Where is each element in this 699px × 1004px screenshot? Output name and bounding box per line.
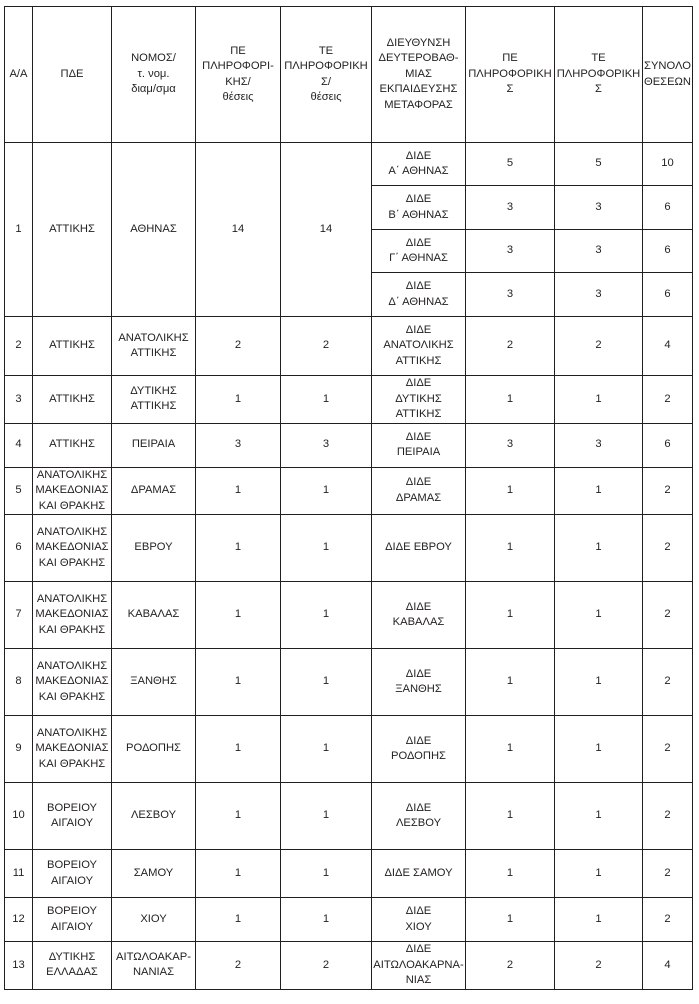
cell-pe: 3 xyxy=(466,423,555,467)
cell-pe: 1 xyxy=(466,783,555,850)
cell-dde: ΔΙΔΕ ΑΝΑΤΟΛΙΚΗΣ ΑΤΤΙΚΗΣ xyxy=(372,317,466,376)
cell-te-theseis: 1 xyxy=(281,850,372,898)
header-total: ΣΥΝΟΛΟ ΘΕΣΕΩΝ xyxy=(643,7,693,143)
cell-total: 2 xyxy=(643,850,693,898)
cell-te: 5 xyxy=(555,143,643,186)
cell-pe: 1 xyxy=(466,898,555,942)
table-row xyxy=(5,850,693,898)
table-row xyxy=(5,143,693,186)
cell-pe: 5 xyxy=(466,143,555,186)
cell-te-theseis: 1 xyxy=(281,716,372,783)
cell-dde: ΔΙΔΕ ΡΟΔΟΠΗΣ xyxy=(372,716,466,783)
cell-nomos: ΚΑΒΑΛΑΣ xyxy=(112,582,196,649)
header-nomos: ΝΟΜΟΣ/ τ. νομ. διαμ/σμα xyxy=(112,7,196,143)
positions-table xyxy=(4,6,693,990)
cell-aa: 1 xyxy=(5,143,33,317)
cell-total: 2 xyxy=(643,515,693,582)
cell-te-theseis: 1 xyxy=(281,515,372,582)
cell-te-theseis: 1 xyxy=(281,783,372,850)
cell-aa: 9 xyxy=(5,716,33,783)
cell-pe: 1 xyxy=(466,467,555,515)
cell-te: 1 xyxy=(555,582,643,649)
cell-total: 2 xyxy=(643,376,693,424)
header-te: ΤΕ ΠΛΗΡΟΦΟΡΙΚΗΣ xyxy=(555,7,643,143)
table-row xyxy=(5,317,693,376)
cell-dde: ΔΙΔΕ ΧΙΟΥ xyxy=(372,898,466,942)
cell-pde: ΑΝΑΤΟΛΙΚΗΣ ΜΑΚΕΔΟΝΙΑΣ ΚΑΙ ΘΡΑΚΗΣ xyxy=(33,515,112,582)
cell-aa: 2 xyxy=(5,317,33,376)
cell-te: 3 xyxy=(555,273,643,317)
table-row xyxy=(5,649,693,716)
cell-pde: ΒΟΡΕΙΟΥ ΑΙΓΑΙΟΥ xyxy=(33,850,112,898)
cell-te: 1 xyxy=(555,716,643,783)
cell-pe: 1 xyxy=(466,376,555,424)
cell-te: 3 xyxy=(555,423,643,467)
table-row xyxy=(5,376,693,424)
cell-te-theseis: 1 xyxy=(281,376,372,424)
cell-nomos: ΠΕΙΡΑΙΑ xyxy=(112,423,196,467)
cell-nomos: ΞΑΝΘΗΣ xyxy=(112,649,196,716)
cell-te: 3 xyxy=(555,230,643,273)
cell-pe-theseis: 1 xyxy=(196,376,281,424)
cell-pe-theseis: 3 xyxy=(196,423,281,467)
cell-nomos: ΡΟΔΟΠΗΣ xyxy=(112,716,196,783)
cell-aa: 7 xyxy=(5,582,33,649)
cell-total: 2 xyxy=(643,467,693,515)
cell-te-theseis: 3 xyxy=(281,423,372,467)
table-row xyxy=(5,942,693,990)
cell-te: 2 xyxy=(555,317,643,376)
table-row xyxy=(5,716,693,783)
cell-aa: 4 xyxy=(5,423,33,467)
cell-dde: ΔΙΔΕ ΔΡΑΜΑΣ xyxy=(372,467,466,515)
cell-te-theseis: 1 xyxy=(281,467,372,515)
cell-total: 2 xyxy=(643,783,693,850)
cell-te: 1 xyxy=(555,376,643,424)
table-row xyxy=(5,783,693,850)
cell-pde: ΒΟΡΕΙΟΥ ΑΙΓΑΙΟΥ xyxy=(33,783,112,850)
cell-nomos: ΑΘΗΝΑΣ xyxy=(112,143,196,317)
table-row xyxy=(5,898,693,942)
cell-pde: ΑΤΤΙΚΗΣ xyxy=(33,376,112,424)
cell-dde: ΔΙΔΕ ΠΕΙΡΑΙΑ xyxy=(372,423,466,467)
cell-te: 1 xyxy=(555,649,643,716)
cell-te-theseis: 2 xyxy=(281,317,372,376)
cell-pde: ΑΝΑΤΟΛΙΚΗΣ ΜΑΚΕΔΟΝΙΑΣ ΚΑΙ ΘΡΑΚΗΣ xyxy=(33,467,112,515)
cell-nomos: ΛΕΣΒΟΥ xyxy=(112,783,196,850)
cell-pe: 1 xyxy=(466,850,555,898)
cell-pe-theseis: 1 xyxy=(196,649,281,716)
cell-dde: ΔΙΔΕ Γ΄ ΑΘΗΝΑΣ xyxy=(372,230,466,273)
cell-pe-theseis: 1 xyxy=(196,467,281,515)
cell-te: 3 xyxy=(555,186,643,230)
cell-pe-theseis: 2 xyxy=(196,942,281,990)
cell-pe: 2 xyxy=(466,942,555,990)
cell-te: 1 xyxy=(555,467,643,515)
header-pde: ΠΔΕ xyxy=(33,7,112,143)
cell-pde: ΑΤΤΙΚΗΣ xyxy=(33,317,112,376)
header-dde: ΔΙΕΥΘΥΝΣΗ ΔΕΥΤΕΡΟΒΑΘ- ΜΙΑΣ ΕΚΠΑΙΔΕΥΣΗΣ ΜΕΤΑΦΟΡΑΣ xyxy=(372,7,466,143)
cell-aa: 6 xyxy=(5,515,33,582)
cell-pde: ΒΟΡΕΙΟΥ ΑΙΓΑΙΟΥ xyxy=(33,898,112,942)
cell-pe: 3 xyxy=(466,186,555,230)
table-row xyxy=(5,515,693,582)
header-pe-theseis: ΠΕ ΠΛΗΡΟΦΟΡΙ- ΚΗΣ/ θέσεις xyxy=(196,7,281,143)
cell-dde: ΔΙΔΕ Β΄ ΑΘΗΝΑΣ xyxy=(372,186,466,230)
cell-dde: ΔΙΔΕ ΔΥΤΙΚΗΣ ΑΤΤΙΚΗΣ xyxy=(372,376,466,424)
table-row xyxy=(5,467,693,515)
cell-nomos: ΕΒΡΟΥ xyxy=(112,515,196,582)
header-pe: ΠΕ ΠΛΗΡΟΦΟΡΙΚΗΣ xyxy=(466,7,555,143)
cell-total: 4 xyxy=(643,942,693,990)
cell-pde: ΑΤΤΙΚΗΣ xyxy=(33,423,112,467)
cell-nomos: ΔΡΑΜΑΣ xyxy=(112,467,196,515)
cell-te-theseis: 1 xyxy=(281,649,372,716)
cell-nomos: ΣΑΜΟΥ xyxy=(112,850,196,898)
cell-te: 2 xyxy=(555,942,643,990)
cell-dde: ΔΙΔΕ ΑΙΤΩΛΟΑΚΑΡΝΑ- ΝΙΑΣ xyxy=(372,942,466,990)
cell-te: 1 xyxy=(555,850,643,898)
cell-total: 4 xyxy=(643,317,693,376)
cell-pe: 3 xyxy=(466,273,555,317)
header-row xyxy=(5,7,693,143)
cell-dde: ΔΙΔΕ ΕΒΡΟΥ xyxy=(372,515,466,582)
cell-te: 1 xyxy=(555,898,643,942)
header-te-theseis: ΤΕ ΠΛΗΡΟΦΟΡΙΚΗΣ/ θέσεις xyxy=(281,7,372,143)
cell-pe: 1 xyxy=(466,649,555,716)
cell-te-theseis: 14 xyxy=(281,143,372,317)
cell-nomos: ΑΝΑΤΟΛΙΚΗΣ ΑΤΤΙΚΗΣ xyxy=(112,317,196,376)
cell-aa: 11 xyxy=(5,850,33,898)
cell-total: 10 xyxy=(643,143,693,186)
cell-pde: ΑΤΤΙΚΗΣ xyxy=(33,143,112,317)
cell-pe-theseis: 1 xyxy=(196,716,281,783)
cell-te: 1 xyxy=(555,515,643,582)
header-aa: Α/Α xyxy=(5,7,33,143)
table-body xyxy=(5,7,693,990)
cell-aa: 13 xyxy=(5,942,33,990)
cell-aa: 10 xyxy=(5,783,33,850)
cell-dde: ΔΙΔΕ ΚΑΒΑΛΑΣ xyxy=(372,582,466,649)
cell-pde: ΑΝΑΤΟΛΙΚΗΣ ΜΑΚΕΔΟΝΙΑΣ ΚΑΙ ΘΡΑΚΗΣ xyxy=(33,649,112,716)
cell-pe-theseis: 14 xyxy=(196,143,281,317)
cell-te: 1 xyxy=(555,783,643,850)
cell-pe: 1 xyxy=(466,582,555,649)
cell-pde: ΑΝΑΤΟΛΙΚΗΣ ΜΑΚΕΔΟΝΙΑΣ ΚΑΙ ΘΡΑΚΗΣ xyxy=(33,716,112,783)
cell-pde: ΔΥΤΙΚΗΣ ΕΛΛΑΔΑΣ xyxy=(33,942,112,990)
table-row xyxy=(5,582,693,649)
cell-total: 6 xyxy=(643,186,693,230)
cell-total: 6 xyxy=(643,423,693,467)
cell-pe-theseis: 1 xyxy=(196,898,281,942)
cell-total: 6 xyxy=(643,230,693,273)
cell-pe-theseis: 1 xyxy=(196,515,281,582)
cell-aa: 8 xyxy=(5,649,33,716)
cell-pe: 2 xyxy=(466,317,555,376)
cell-dde: ΔΙΔΕ ΣΑΜΟΥ xyxy=(372,850,466,898)
cell-total: 2 xyxy=(643,898,693,942)
cell-nomos: ΧΙΟΥ xyxy=(112,898,196,942)
cell-te-theseis: 1 xyxy=(281,582,372,649)
cell-dde: ΔΙΔΕ Δ΄ ΑΘΗΝΑΣ xyxy=(372,273,466,317)
cell-total: 6 xyxy=(643,273,693,317)
cell-pe: 1 xyxy=(466,515,555,582)
cell-total: 2 xyxy=(643,716,693,783)
cell-nomos: ΔΥΤΙΚΗΣ ΑΤΤΙΚΗΣ xyxy=(112,376,196,424)
cell-pe: 3 xyxy=(466,230,555,273)
cell-pde: ΑΝΑΤΟΛΙΚΗΣ ΜΑΚΕΔΟΝΙΑΣ ΚΑΙ ΘΡΑΚΗΣ xyxy=(33,582,112,649)
cell-te-theseis: 1 xyxy=(281,898,372,942)
cell-pe-theseis: 1 xyxy=(196,850,281,898)
cell-dde: ΔΙΔΕ ΛΕΣΒΟΥ xyxy=(372,783,466,850)
cell-dde: ΔΙΔΕ ΞΑΝΘΗΣ xyxy=(372,649,466,716)
table-row xyxy=(5,423,693,467)
cell-total: 2 xyxy=(643,582,693,649)
cell-te-theseis: 2 xyxy=(281,942,372,990)
cell-pe-theseis: 1 xyxy=(196,582,281,649)
cell-aa: 5 xyxy=(5,467,33,515)
cell-pe: 1 xyxy=(466,716,555,783)
cell-total: 2 xyxy=(643,649,693,716)
cell-pe-theseis: 1 xyxy=(196,783,281,850)
cell-pe-theseis: 2 xyxy=(196,317,281,376)
cell-nomos: ΑΙΤΩΛΟΑΚΑΡ- ΝΑΝΙΑΣ xyxy=(112,942,196,990)
cell-dde: ΔΙΔΕ Α΄ ΑΘΗΝΑΣ xyxy=(372,143,466,186)
cell-aa: 12 xyxy=(5,898,33,942)
cell-aa: 3 xyxy=(5,376,33,424)
